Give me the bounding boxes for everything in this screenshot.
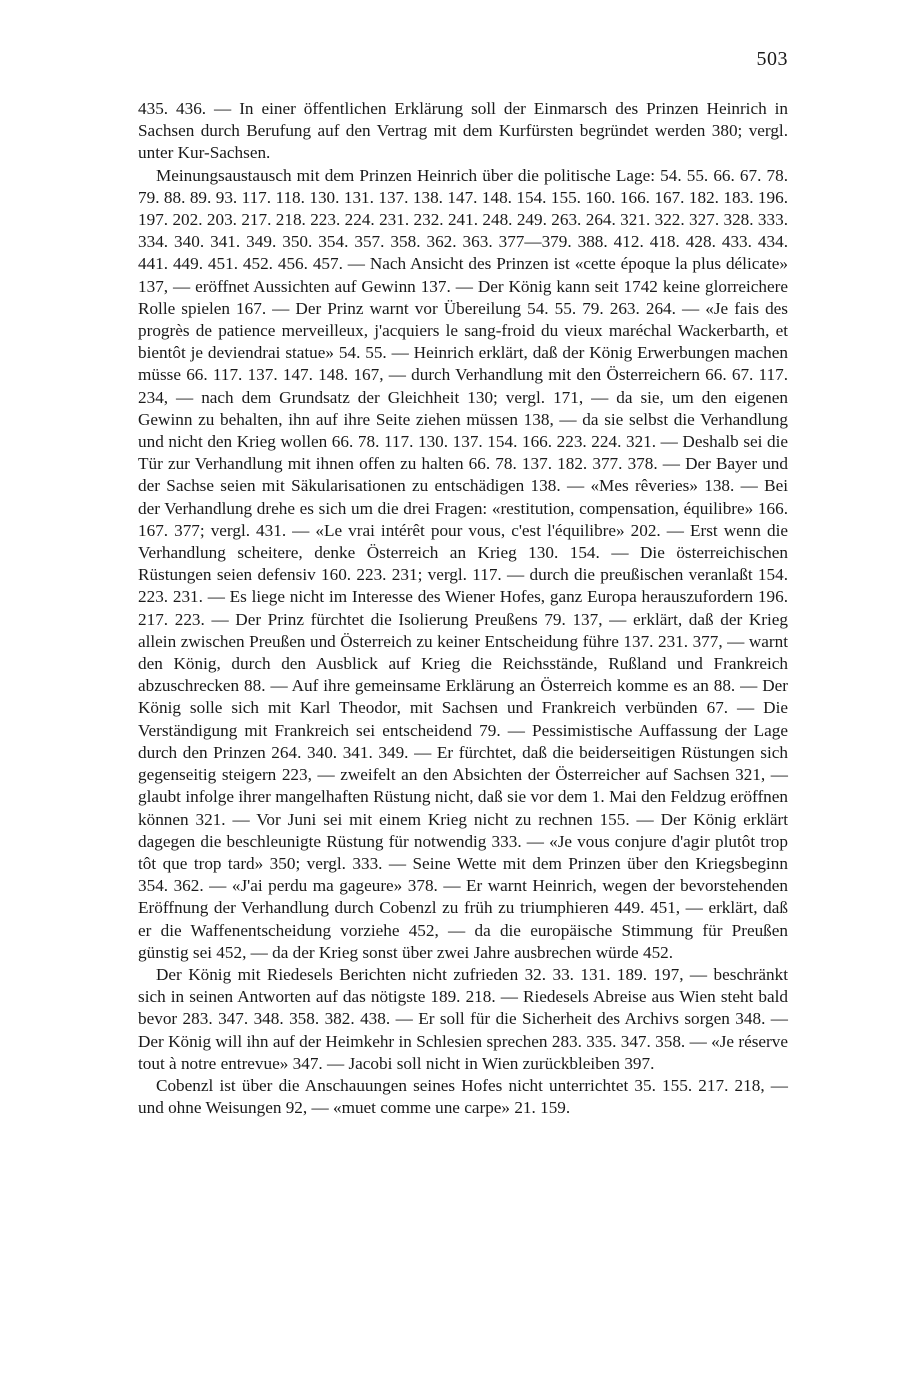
paragraph-riedesel: Der König mit Riedesels Berichten nicht zufrieden 32. 33. 131. 189. 197, — beschränkt sich in seinen Antworten auf das nötigste 189. 218. — Riedesels Abreise aus Wien steht bald bevor 283. 347. 348. 358. 382. 438. — Er soll für die Sicherheit des Archivs sorgen 348. — Der König will ihn auf der Heimkehr in Schlesien sprechen 283. 335. 347. 358. — «Je réserve tout à notre entrevue» 347. — Jacobi soll nicht in Wien zurückbleiben 397. [138, 964, 788, 1073]
page-number: 503 [756, 48, 788, 70]
paragraph-prinz-heinrich: Meinungsaustausch mit dem Prinzen Heinrich über die politische Lage: 54. 55. 66. 67. 78. 79. 88. 89. 93. 117. 118. 130. 131. 137. 138. 147. 148. 154. 155. 160. 166. 167. 182. 183. 196. 197. 202. 203. 217. 218. 223. 224. 231. 232. 241. 248. 249. 263. 264. 321. 322. 327. 328. 333. 334. 340. 341. 349. 350. 354. 357. 358. 362. 363. 377—379. 388. 412. 418. 428. 433. 434. 441. 449. 451. 452. 456. 457. — Nach Ansicht des Prinzen ist «cette époque la plus délicate» 137, — eröffnet Aussichten auf Gewinn 137. — Der König kann seit 1742 keine glorreichere Rolle spielen 167. — Der Prinz warnt vor Übereilung 54. 55. 79. 263. 264. — «Je fais des progrès de patience merveilleux, j'acquiers le sang-froid du vieux maréchal Wackerbarth, et bientôt je deviendrai statue» 54. 55. — Heinrich erklärt, daß der König Erwerbungen machen müsse 66. 117. 137. 147. 148. 167, — durch Verhandlung mit den Österreichern 66. 67. 117. 234, — nach dem Grundsatz der Gleichheit 130; vergl. 171, — da sie, um den eigenen Gewinn zu behalten, ihn auf ihre Seite ziehen müssen 138, — da sie selbst die Verhandlung und nicht den Krieg wollen 66. 78. 117. 130. 137. 154. 166. 223. 224. 321. — Deshalb sei die Tür zur Verhandlung mit ihnen offen zu halten 66. 78. 137. 182. 377. 378. — Der Bayer und der Sachse seien mit Säkularisationen zu entschädigen 138. — «Mes rêveries» 138. — Bei der Verhandlung drehe es sich um die drei Fragen: «restitution, compensation, équilibre» 166. 167. 377; vergl. 431. — «Le vrai intérêt pour vous, c'est l'équilibre» 202. — Erst wenn die Verhandlung scheitere, denke Österreich an Krieg 130. 154. — Die österreichischen Rüstungen seien defensiv 160. 223. 231; vergl. 117. — durch die preußischen veranlaßt 154. 223. 231. — Es liege nicht im Interesse des Wiener Hofes, ganz Europa herauszufordern 196. 217. 223. — Der Prinz fürchtet die Isolierung Preußens 79. 137, — erklärt, daß der Krieg allein zwischen Preußen und Österreich zu keiner Entscheidung führe 137. 231. 377, — warnt den König, durch den Ausblick auf Krieg die Reichsstände, Rußland und Frankreich abzuschrecken 88. — Auf ihre gemeinsame Erklärung an Österreich komme es an 88. — Der König solle sich mit Karl Theodor, mit Sachsen und Frankreich verbünden 67. — Die Verständigung mit Frankreich sei entscheidend 79. — Pessimistische Auffassung der Lage durch den Prinzen 264. 340. 341. 349. — Er fürchtet, daß die beiderseitigen Rüstungen sich gegenseitig steigern 223, — zweifelt an den Absichten der Österreicher auf Sachsen 321, — glaubt infolge ihrer mangelhaften Rüstung nicht, daß sie vor dem 1. Mai den Feldzug eröffnen können 321. — Vor Juni sei mit einem Krieg nicht zu rechnen 155. — Der König erklärt dagegen die beschleunigte Rüstung für notwendig 333. — «Je vous conjure d'agir plutôt trop tôt que trop tard» 350; vergl. 333. — Seine Wette mit dem Prinzen über den Kriegsbeginn 354. 362. — «J'ai perdu ma gageure» 378. — Er warnt Heinrich, wegen der bevorstehenden Eröffnung der Verhandlung durch Cobenzl zu früh zu triumphieren 449. 451, — erklärt, daß er die Waffenentscheidung vorziehe 452, — da die europäische Stimmung für Preußen günstig sei 452, — da der Krieg sonst über zwei Jahre ausbrechen würde 452. [138, 165, 788, 962]
paragraph-continuation: 435. 436. — In einer öffentlichen Erklärung soll der Einmarsch des Prinzen Heinrich in Sachsen durch Berufung auf den Vertrag mit dem Kurfürsten begründet werden 380; vergl. unter Kur-Sachsen. [138, 99, 788, 163]
index-text-body [138, 98, 788, 1119]
paragraph-cobenzl: Cobenzl ist über die Anschauungen seines Hofes nicht unterrichtet 35. 155. 217. 218, — und ohne Weisungen 92, — «muet comme une carpe» 21. 159. [138, 1075, 788, 1118]
